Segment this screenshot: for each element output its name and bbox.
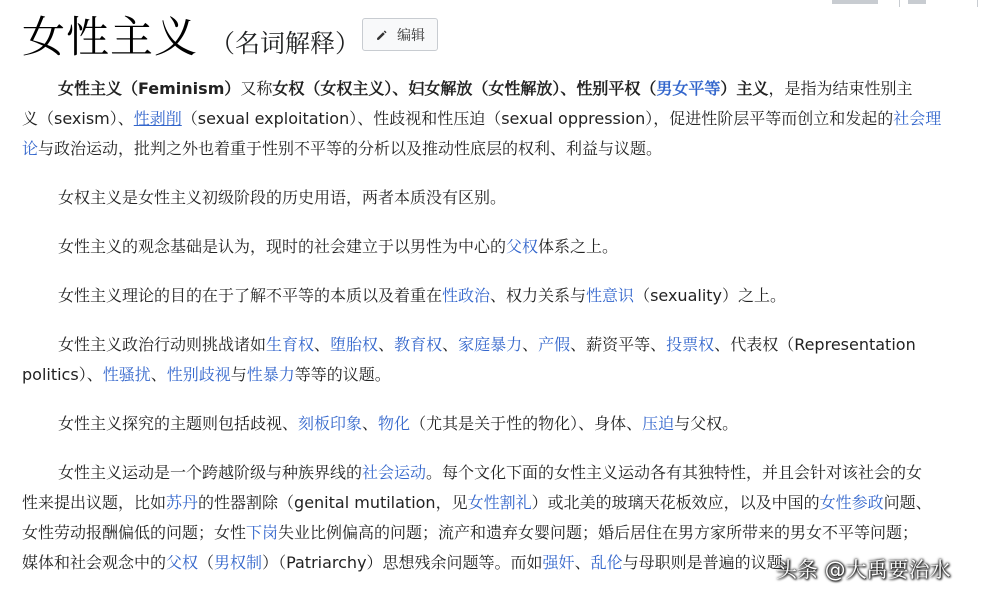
text-run: 、	[378, 335, 395, 354]
text-run: 、	[574, 553, 591, 572]
edit-button[interactable]	[362, 18, 438, 51]
link-maternity-leave[interactable]: 产假	[538, 335, 571, 354]
link-reproductive-rights[interactable]: 生育权	[266, 335, 315, 354]
paragraph-theory	[22, 281, 1002, 311]
text-run: 女性主义的观念基础是认为，现时的社会建立于以男性为中心的	[58, 237, 507, 256]
text-run: ，是指为结束性别主	[768, 79, 913, 98]
text-run: politics）、	[22, 365, 103, 384]
paragraph-history	[22, 183, 1002, 213]
text-run: 女性主义理论的目的在于了解不平等的本质以及着重在	[58, 286, 443, 305]
text-run: （尤其是关于性的物化）、身体、	[410, 414, 643, 433]
text-run: 、权力关系与	[490, 286, 587, 305]
toolbar-divider	[977, 0, 978, 7]
paragraph-line	[22, 330, 1002, 360]
link-incest[interactable]: 乱伦	[590, 553, 623, 572]
link-sexual-politics[interactable]: 性政治	[442, 286, 491, 305]
text-run: 与父权。	[674, 414, 739, 433]
link-gender-equality[interactable]: 男女平等	[656, 79, 721, 98]
term-bold: ）主义	[720, 79, 769, 98]
link-social-theory[interactable]: 社会理	[893, 109, 942, 128]
text-run: 女性主义运动是一个跨越阶级与种族界线的	[58, 463, 363, 482]
text-run: 、	[150, 365, 167, 384]
text-run: 的性器割除（genital mutilation，见	[198, 493, 468, 512]
link-sexuality[interactable]: 性意识	[586, 286, 635, 305]
link-sudan[interactable]: 苏丹	[166, 493, 199, 512]
link-sexual-exploitation[interactable]: 性剥削	[133, 109, 182, 128]
link-social-theory[interactable]: 论	[22, 139, 39, 158]
link-oppression[interactable]: 压迫	[642, 414, 675, 433]
link-sexism[interactable]: 性别歧视	[166, 365, 231, 384]
text-run: （sexuality）之上。	[634, 286, 787, 305]
page-title: 女性主义	[22, 13, 198, 63]
text-run: 媒体和社会观念中的	[22, 553, 167, 572]
text-run: ）（Patriarchy）思想残余问题等。而如	[262, 553, 543, 572]
text-run: 与母职则是普遍的议题。	[622, 553, 799, 572]
text-run: 又称	[240, 79, 273, 98]
text-run: （	[198, 553, 215, 572]
link-patriarchal-system[interactable]: 男权制	[214, 553, 263, 572]
term-bold: 女性主义（Feminism）	[58, 79, 241, 98]
text-run: 问题、	[883, 493, 932, 512]
paragraph-line	[22, 281, 1002, 311]
text-run: 与	[230, 365, 247, 384]
text-run: 与政治运动，批判之外也着重于性别不平等的分析以及推动性底层的权利、利益与议题。	[38, 139, 663, 158]
text-run: 、	[362, 414, 379, 433]
text-run: 、薪资平等、	[570, 335, 667, 354]
text-run: 失业比例偏高的问题；流产和遗弃女婴问题；婚后居住在男方家所带来的男女不平等问题；	[278, 523, 919, 542]
toolbar-divider	[899, 0, 900, 7]
text-run: 。每个文化下面的女性主义运动各有其独特性，并且会针对该社会的女	[426, 463, 923, 482]
link-female-circumcision[interactable]: 女性割礼	[467, 493, 532, 512]
text-run: 女性劳动报酬偏低的问题；女性	[22, 523, 247, 542]
toolbar-item-fragment[interactable]	[832, 0, 878, 4]
link-abortion-rights[interactable]: 堕胎权	[330, 335, 379, 354]
text-run: 等等的议题。	[294, 365, 391, 384]
text-run: 女权主义是女性主义初级阶段的历史用语，两者本质没有区别。	[58, 188, 507, 207]
link-objectification[interactable]: 物化	[378, 414, 411, 433]
text-run: 体系之上。	[538, 237, 619, 256]
paragraph-line	[22, 458, 1002, 488]
top-toolbar-remnant	[802, 0, 1002, 8]
page-header	[22, 4, 360, 65]
paragraph-political-action	[22, 330, 1002, 390]
paragraph-definition	[22, 74, 1002, 164]
paragraph-line	[22, 134, 1002, 164]
paragraph-basis	[22, 232, 1002, 262]
link-rape[interactable]: 强奸	[542, 553, 575, 572]
text-run: 女性主义政治行动则挑战诸如	[58, 335, 267, 354]
link-social-movement[interactable]: 社会运动	[362, 463, 427, 482]
text-run: 、	[522, 335, 539, 354]
text-run: 、	[442, 335, 459, 354]
toolbar-item-fragment[interactable]	[908, 0, 926, 4]
paragraph-line	[22, 409, 1002, 439]
paragraph-line	[22, 518, 1002, 548]
text-run: 、	[314, 335, 331, 354]
link-stereotype[interactable]: 刻板印象	[298, 414, 363, 433]
link-voting-rights[interactable]: 投票权	[666, 335, 715, 354]
link-sexual-violence[interactable]: 性暴力	[246, 365, 295, 384]
link-women-in-politics[interactable]: 女性参政	[819, 493, 884, 512]
link-education-rights[interactable]: 教育权	[394, 335, 443, 354]
paragraph-line	[22, 74, 1002, 104]
text-run: 性来提出议题，比如	[22, 493, 167, 512]
source-watermark: 头条 @大禹要治水	[776, 558, 951, 582]
link-patriarchy[interactable]: 父权	[166, 553, 199, 572]
paragraph-line	[22, 360, 1002, 390]
link-laid-off[interactable]: 下岗	[246, 523, 279, 542]
link-sexual-harassment[interactable]: 性骚扰	[102, 365, 151, 384]
text-run: 女性主义探究的主题则包括歧视、	[58, 414, 299, 433]
link-domestic-violence[interactable]: 家庭暴力	[458, 335, 523, 354]
edit-button-label: 编辑	[397, 27, 425, 44]
link-patriarchy[interactable]: 父权	[506, 237, 539, 256]
pencil-icon	[375, 28, 389, 42]
article-body	[22, 74, 1002, 597]
text-run: 、代表权（Representation	[714, 335, 916, 354]
page-title-qualifier: （名词解释）	[210, 29, 361, 58]
paragraph-line	[22, 488, 1002, 518]
paragraph-line	[22, 104, 1002, 134]
paragraph-themes	[22, 409, 1002, 439]
text-run: ）或北美的玻璃天花板效应，以及中国的	[531, 493, 820, 512]
term-bold: 女权（女权主义）、妇女解放（女性解放）、性别平权（	[272, 79, 657, 98]
text-run: （sexual exploitation）、性歧视和性压迫（sexual oppression），促进性阶层平等而创立和发起的	[181, 109, 894, 128]
text-run: 义（sexism）、	[22, 109, 134, 128]
paragraph-line	[22, 232, 1002, 262]
